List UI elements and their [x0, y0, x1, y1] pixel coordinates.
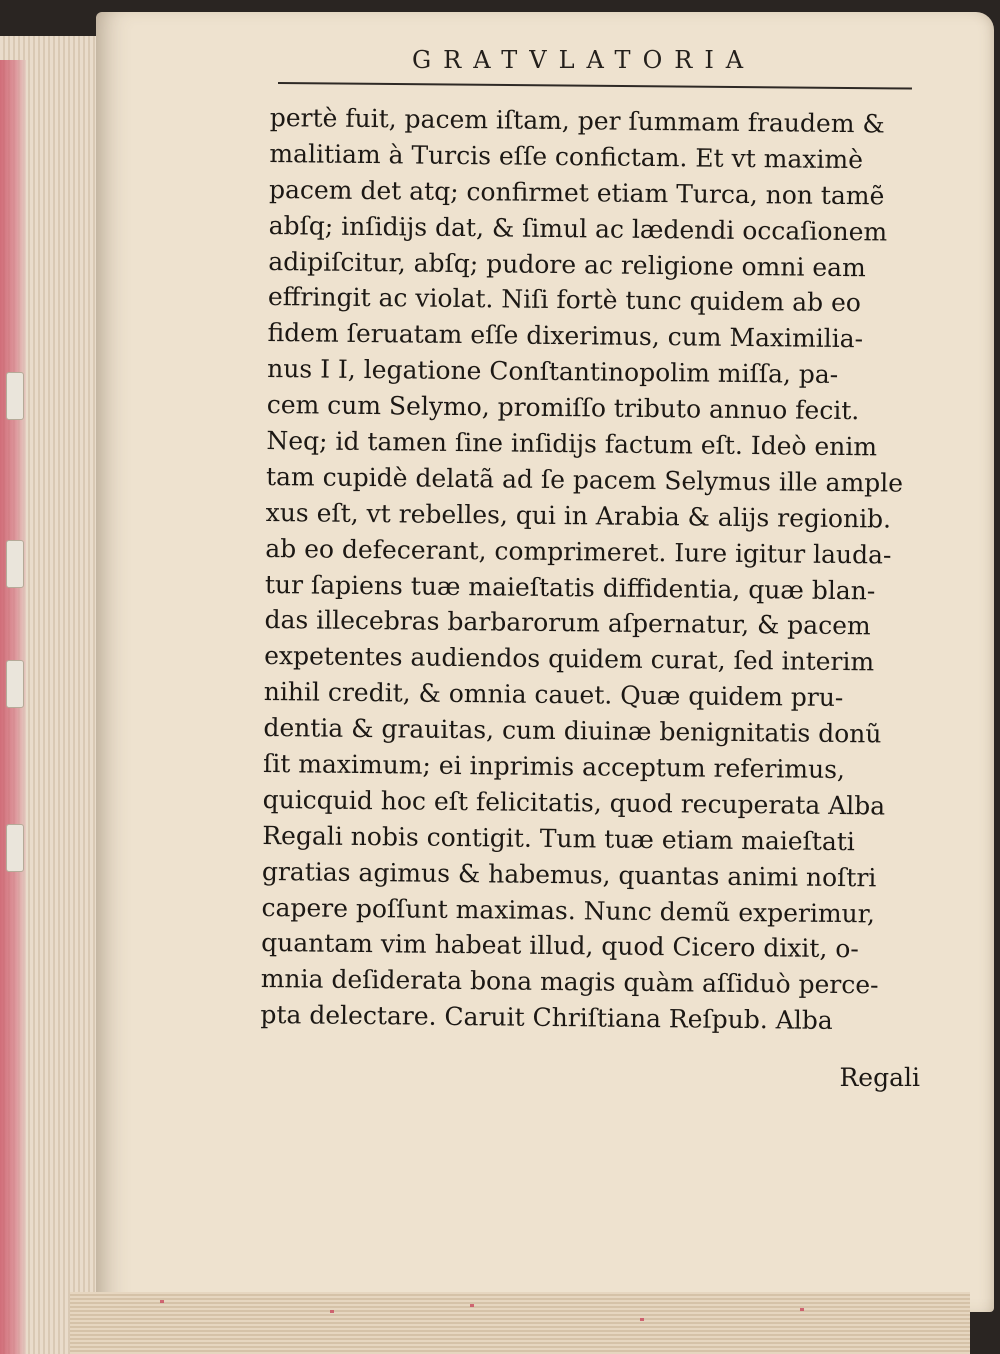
text-line: mnia deſiderata bona magis quàm aſſiduò perce-: [260, 964, 879, 1000]
text-line: ab eo defecerant, comprimeret. Iure igitur lauda-: [265, 533, 892, 570]
text-line: das illecebras barbarorum aſpernatur, & pacem: [264, 605, 871, 641]
text-line: quantam vim habeat illud, quod Cicero dixit, o-: [261, 928, 859, 964]
page-tab: [6, 824, 24, 872]
text-line: tur ſapiens tuæ maieſtatis diffidentia, quæ blan-: [264, 569, 876, 605]
text-line: ſit maximum; ei inprimis acceptum referimus,: [262, 748, 846, 785]
page-tab: [6, 372, 24, 420]
red-speck: [470, 1304, 474, 1307]
red-speck: [160, 1300, 164, 1303]
running-head: GRATVLATORIA: [412, 46, 756, 74]
text-line: adipiſcitur, abſq; pudore ac religione omni eam: [268, 246, 866, 282]
text-line: pertè fuit, pacem iſtam, per ſummam fraudem &: [269, 102, 885, 139]
text-line: effringit ac violat. Niſi fortè tunc quidem ab eo: [267, 282, 862, 318]
text-line: quicquid hoc eſt felicitatis, quod recuperata Alba: [262, 784, 886, 821]
page-tab: [6, 660, 24, 708]
text-line: tam cupidè delatã ad ſe pacem Selymus ille ample: [265, 461, 904, 498]
red-speck: [640, 1318, 644, 1321]
text-line: malitiam à Turcis eſſe confictam. Et vt maximè: [269, 138, 864, 175]
text-line: Neq; id tamen ſine inſidijs factum eſt. Ideò enim: [266, 425, 878, 462]
text-line: pacem det atq; confirmet etiam Turca, non tamẽ: [268, 174, 885, 211]
text-line: xus eſt, vt rebelles, qui in Arabia & alijs regionib.: [265, 497, 892, 534]
catchword: Regali: [839, 1063, 920, 1092]
red-speck: [330, 1310, 334, 1313]
text-line: gratias agimus & habemus, quantas animi noſtri: [261, 856, 877, 893]
text-line: Regali nobis contigit. Tum tuæ etiam maieſtati: [262, 820, 856, 856]
text-line: nus I I, legatione Conſtantinopolim miſſa, pa-: [267, 354, 839, 390]
text-line: pta delectare. Caruit Chriſtiana Reſpub. Alba: [260, 1000, 833, 1036]
text-line: fidem ſeruatam eſſe dixerimus, cum Maximilia-: [267, 318, 864, 354]
page-bottom-edges: [70, 1292, 970, 1354]
red-speck: [800, 1308, 804, 1311]
text-line: capere poſſunt maximas. Nunc demũ experimur,: [261, 892, 876, 928]
text-line: expetentes audiendos quidem curat, ſed interim: [264, 641, 875, 677]
page-tab: [6, 540, 24, 588]
text-line: dentia & grauitas, cum diuinæ benignitatis donũ: [263, 713, 882, 749]
text-line: nihil credit, & omnia cauet. Quæ quidem pru-: [263, 677, 844, 713]
text-line: abſq; inſidijs dat, & ſimul ac lædendi occaſionem: [268, 210, 888, 247]
text-line: cem cum Selymo, promiſſo tributo annuo fecit.: [266, 390, 860, 426]
body-text: [260, 100, 930, 1040]
